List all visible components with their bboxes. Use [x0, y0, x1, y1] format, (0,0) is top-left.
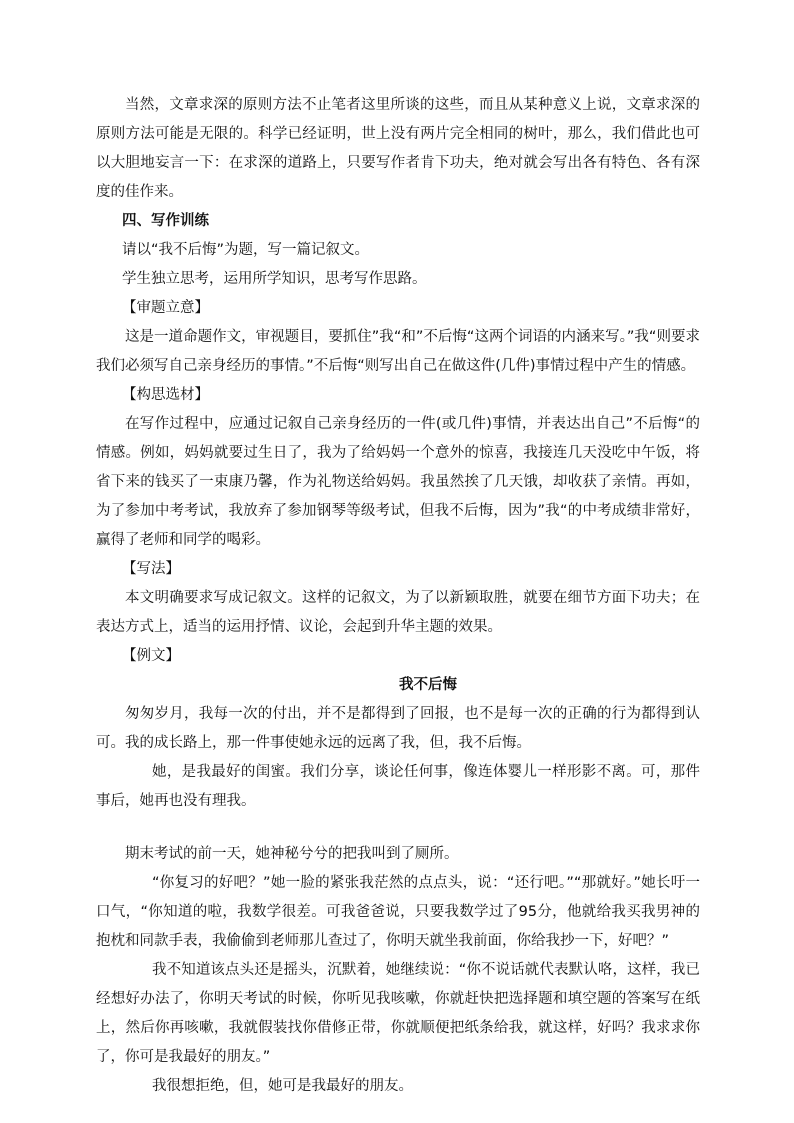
- paragraph-gap: [96, 816, 700, 840]
- section-heading: 四、写作训练: [122, 213, 209, 229]
- essay-paragraph-3: 期末考试的前一天，她神秘兮兮的把我叫到了厕所。: [125, 846, 459, 862]
- essay-paragraph-4: “你复习的好吧？”她一脸的紧张我茫然的点点头，说：“还行吧。”“那就好。”她长吁一口气，“你知道的啦，我数学很差。可我爸爸说，只要我数学过了95分，他就给我买我男神的抱枕和同款手表，我偷偷到老师那儿查过了，你明天就坐我前面，你给我抄一下，好吧？”: [96, 875, 700, 949]
- task-prompt: 请以“我不后悔”为题，写一篇记叙文。: [122, 242, 370, 258]
- subheading-xiefa: 【写法】: [122, 561, 180, 577]
- subheading-gousi: 【构思选材】: [122, 387, 209, 403]
- essay-paragraph-1: 匆匆岁月，我每一次的付出，并不是都得到了回报，也不是每一次的正确的行为都得到认可。我的成长路上，那一件事使她永远的远离了我，但，我不后悔。: [96, 706, 700, 751]
- think-line: 学生独立思考，运用所学知识，思考写作思路。: [122, 271, 427, 287]
- subheading-shenti: 【审题立意】: [122, 300, 209, 316]
- essay-paragraph-2: 她，是我最好的闺蜜。我们分享，谈论任何事，像连体婴儿一样形影不离。可，那件事后，她再也没有理我。: [96, 764, 700, 809]
- essay-title: 我不后悔: [399, 677, 457, 693]
- shenti-paragraph: 这是一道命题作文，审视题目，要抓住”我“和”不后悔“这两个词语的内涵来写。”我“则要求我们必须写自己亲身经历的事情。”不后悔“则写出自己在做这件(几件)事情过程中产生的情感。: [96, 329, 700, 374]
- essay-paragraph-6: 我很想拒绝，但，她可是我最好的朋友。: [152, 1078, 413, 1094]
- document-body: [96, 91, 700, 1101]
- subheading-liwen: 【例文】: [122, 648, 180, 664]
- xiefa-paragraph: 本文明确要求写成记叙文。这样的记叙文，为了以新颖取胜，就要在细节方面下功夫；在表达方式上，适当的运用抒情、议论，会起到升华主题的效果。: [96, 590, 700, 635]
- intro-paragraph: 当然，文章求深的原则方法不止笔者这里所谈的这些，而且从某种意义上说，文章求深的原则方法可能是无限的。科学已经证明，世上没有两片完全相同的树叶，那么，我们借此也可以大胆地妄言一下：在求深的道路上，只要写作者肯下功夫，绝对就会写出各有特色、各有深度的佳作来。: [96, 97, 700, 200]
- gousi-paragraph: 在写作过程中，应通过记叙自己亲身经历的一件(或几件)事情，并表达出自己”不后悔“的情感。例如，妈妈就要过生日了，我为了给妈妈一个意外的惊喜，我接连几天没吃中午饭，将省下来的钱买了一束康乃馨，作为礼物送给妈妈。我虽然挨了几天饿，却收获了亲情。再如，为了参加中考考试，我放弃了参加钢琴等级考试，但我不后悔，因为”我“的中考成绩非常好，赢得了老师和同学的喝彩。: [96, 416, 700, 548]
- essay-paragraph-5: 我不知道该点头还是摇头，沉默着，她继续说：“你不说话就代表默认咯，这样，我已经想好办法了，你明天考试的时候，你听见我咳嗽，你就赶快把选择题和填空题的答案写在纸上，然后你再咳嗽，我就假装找你借修正带，你就顺便把纸条给我，就这样，好吗？我求求你了，你可是我最好的朋友。”: [96, 962, 700, 1065]
